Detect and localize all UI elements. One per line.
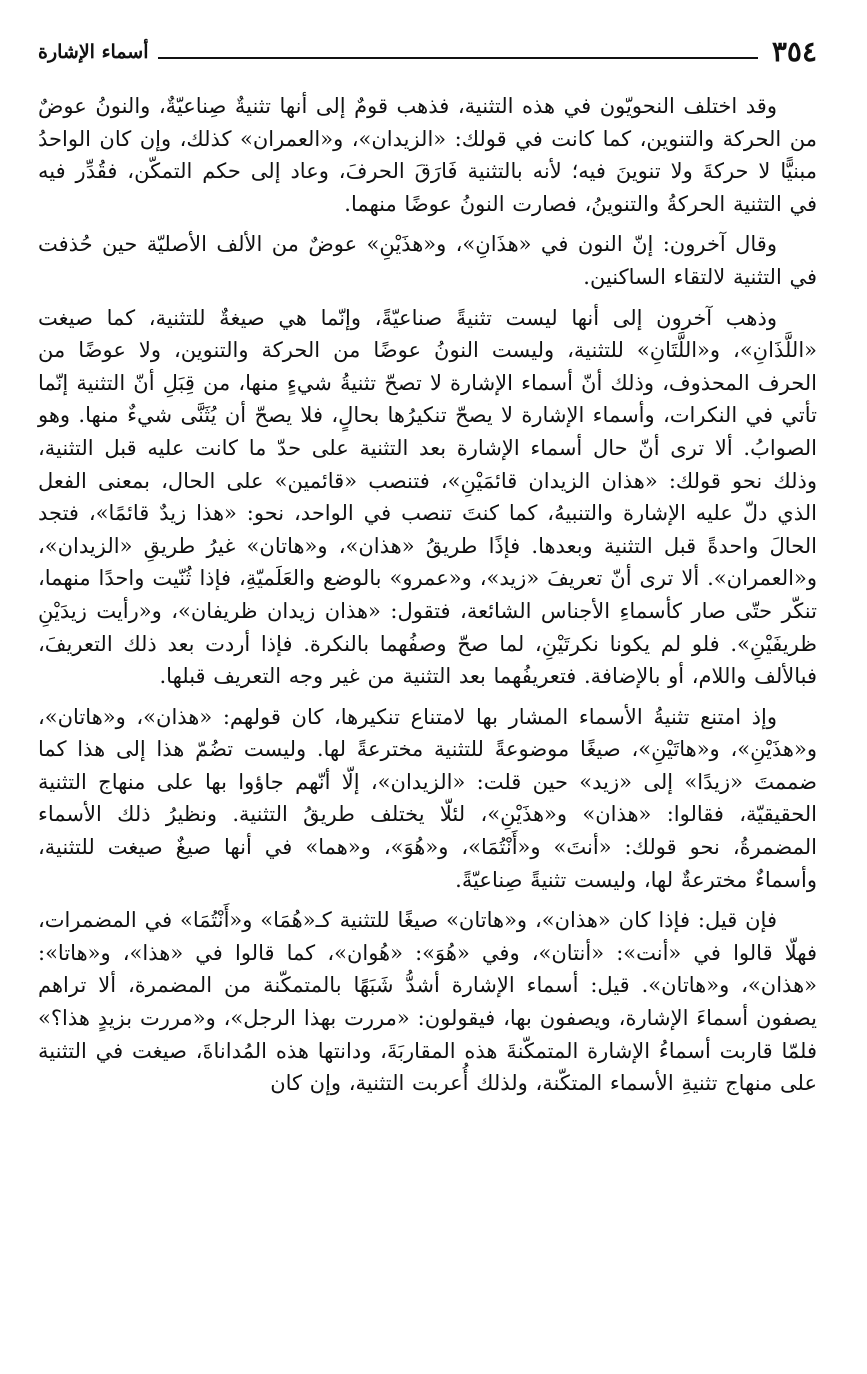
header-rule bbox=[158, 57, 757, 59]
page-number: ٣٥٤ bbox=[771, 35, 817, 68]
paragraph: وقال آخرون: إنّ النون في «هذَانِ»، و«هذَيْنِ» عوضٌ من الألف الأصليّة حين حُذفت في التثنية لالتقاء الساكنين. bbox=[38, 232, 817, 289]
page-body bbox=[38, 90, 817, 1100]
paragraph: وذهب آخرون إلى أنها ليست تثنيةً صناعيّةً، وإنّما هي صيغةٌ للتثنية، كما صيغت «اللَّذَانِ»، و«اللَّتَانِ» للتثنية، وليست النونُ عوضًا من الحركة والتنوين، ولا عوضًا من الحرف المحذوف، وذلك أنّ أسماء الإشارة لا تصحّ تثنيةُ شيءٍ منها، من قِبَلِ أنّ التثنية إنّما تأتي في النكرات، وأسماء الإشارة لا يصحّ تنكيرُها بحالٍ، فلا يصحّ أن يُثَنَّى شيءٌ منها. وهو الصوابُ. ألا ترى أنّ حال أسماء الإشارة بعد التثنية على حدّ ما كانت عليه قبل التثنية، وذلك نحو قولك: «هذان الزيدان قائمَيْنِ»، فتنصب «قائمين» على الحال، بمعنى الفعل الذي دلّ عليه الإشارة والتنبيهُ، كما كنتَ تنصب في الواحد، نحو: «هذا زيدٌ قائمًا»، فتجد الحالَ واحدةً قبل التثنية وبعدها. فإذًا طريقُ «هذان»، و«هاتان» غيرُ طريقِ «الزيدان»، و«العمران». ألا ترى أنّ تعريفَ «زيد»، و«عمرو» بالوضع والعَلَميّةِ، فإذا ثُنّيت واحدًا منهما، تنكّر حتّى صار كأسماءِ الأجناس الشائعة، فتقول: «هذان زيدان ظريفان»، و«رأيت زيدَيْنِ ظريفَيْنِ». فلو لم يكونا نكرتَيْنِ، لما صحّ وصفُهما بالنكرة. فإذا أردت بعد ذلك التعريفَ، فبالألف واللام، أو بالإضافة. فتعريفُهما بعد التثنية من غير وجه التعريف قبلها. bbox=[38, 305, 817, 689]
paragraph: فإن قيل: فإذا كان «هذان»، و«هاتان» صيغًا للتثنية كـ«هُمَا» و«أَنْتُمَا» في المضمرات، فهلّا قالوا في «أنت»: «أنتان»، وفي «هُوَ»: «هُوان»، كما قالوا في «هذا»، و«هاتا»: «هذان»، و«هاتان». قيل: أسماء الإشارة أشدُّ شَبَهًا بالمتمكّنة من المضمرة، ألا تراهم يصفون أسماءَ الإشارة، ويصفون بها، فيقولون: «مررت بهذا الرجل»، و«مررت بزيدٍ هذا؟» فلمّا قاربت أسماءُ الإشارة المتمكّنةَ هذه المقاربَةَ، ودانتها هذه المُداناةَ، صيغت في التثنية على منهاج تثنيةِ الأسماء المتكّنة، ولذلك أُعربت التثنية، وإن كان bbox=[38, 908, 817, 1096]
book-page bbox=[38, 26, 817, 1356]
paragraph: وقد اختلف النحويّون في هذه التثنية، فذهب قومٌ إلى أنها تثنيةٌ صِناعيّةٌ، والنونُ عوضٌ من الحركة والتنوين، كما كانت في قولك: «الزيدان»، و«العمران» كذلك، وإن كان الواحدُ مبنيًّا لا حركةَ ولا تنوينَ فيه؛ لأنه بالتثنية فَارَقَ الحرفَ، وعاد إلى حكم التمكّن، فقُدِّر فيه في التثنية الحركةُ والتنوينُ، فصارت النونُ عوضًا منهما. bbox=[38, 94, 817, 216]
paragraph: وإذ امتنع تثنيةُ الأسماء المشار بها لامتناع تنكيرها، كان قولهم: «هذان»، و«هاتان»، و«هذَيْنِ»، و«هاتَيْنِ»، صيغًا موضوعةً للتثنية مخترعةً لها. وليست تضُمّ هذا إلى هذا كما ضممتَ «زيدًا» إلى «زيد» حين قلت: «الزيدان»، إلّا أنّهم جاؤوا بها على منهاج التثنية الحقيقيّة، فقالوا: «هذان» و«هذَيْنِ»، لئلّا يختلف طريقُ التثنية. ونظيرُ ذلك الأسماء المضمرةُ، نحو قولك: «أنتَ» و«أَنْتُمَا»، و«هُوَ»، و«هما» في أنها صيغٌ صيغت للتثنية، وأسماءٌ مخترعةٌ لها، وليست تثنيةً صِناعيّةً. bbox=[38, 704, 817, 892]
page-header bbox=[38, 26, 817, 72]
running-title: أسماء الإشارة bbox=[38, 41, 149, 63]
